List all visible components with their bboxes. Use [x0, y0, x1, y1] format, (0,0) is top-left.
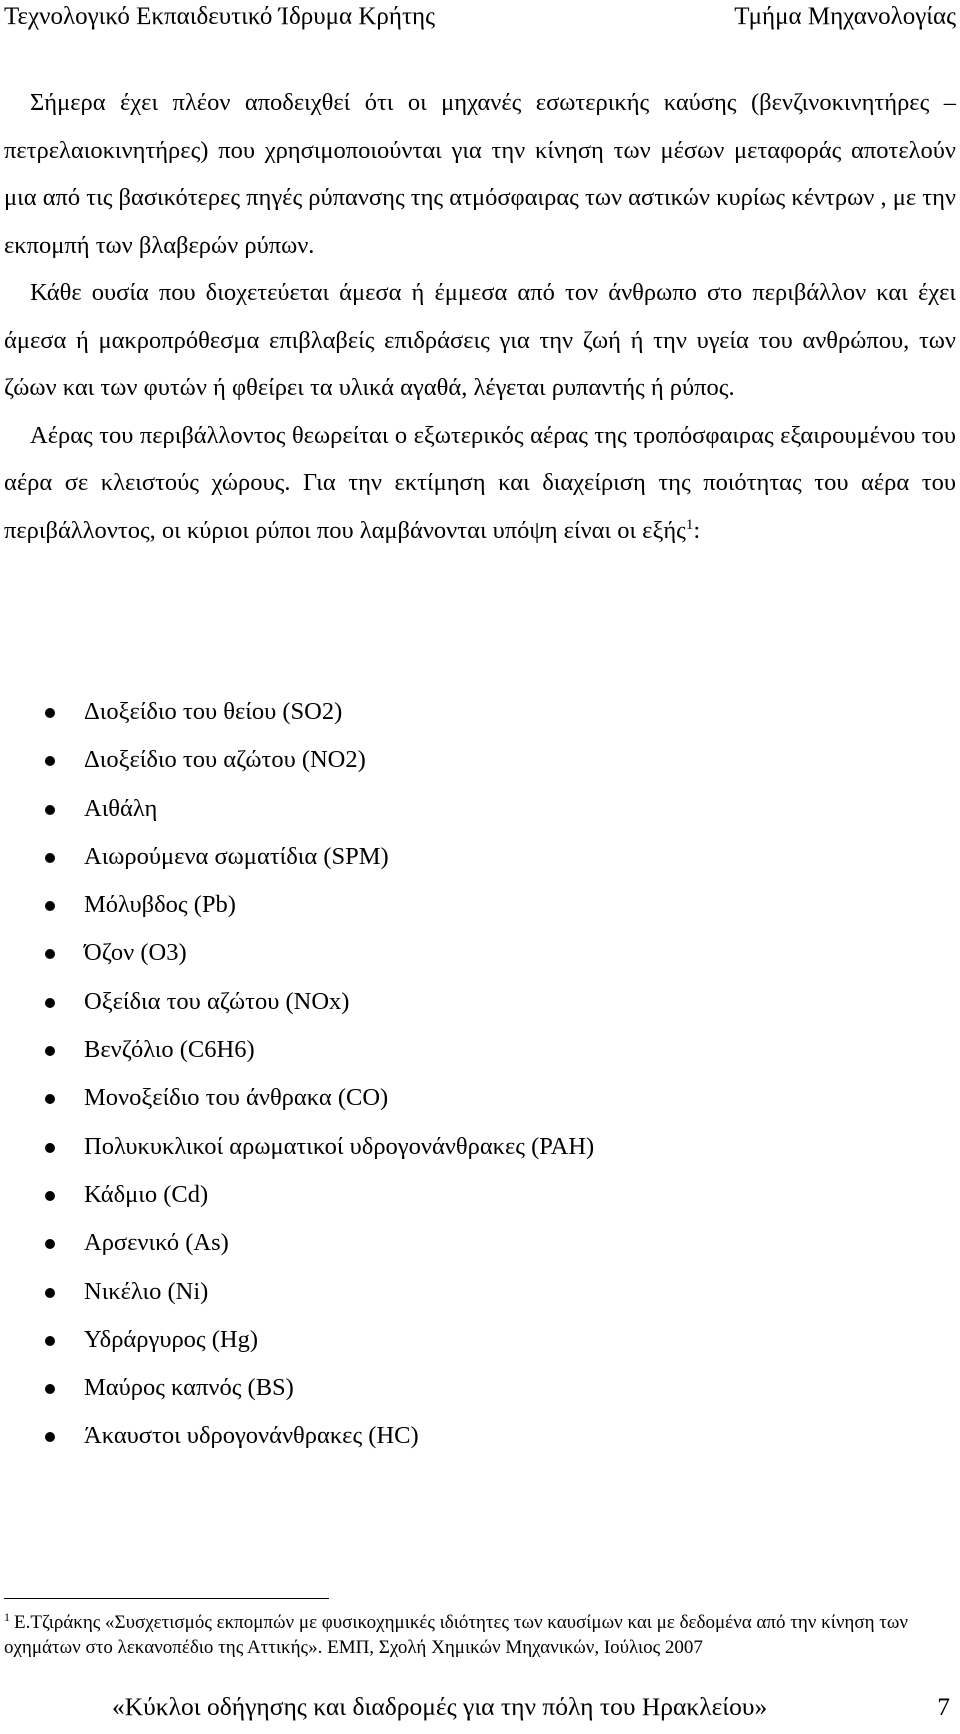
list-item [0, 1026, 960, 1074]
list-item-label: Αρσενικό (As) [84, 1229, 229, 1257]
bullet-icon [45, 756, 55, 766]
list-item [0, 929, 960, 977]
list-item-label: Κάδμιο (Cd) [84, 1180, 209, 1208]
bullet-icon [45, 1191, 55, 1201]
page-header [0, 0, 960, 36]
list-item-label: Αιθάλη [84, 794, 158, 822]
footnote-divider [4, 1598, 329, 1599]
list-item [0, 1316, 960, 1364]
bullet-icon [45, 1143, 55, 1153]
list-item [0, 881, 960, 929]
list-item [0, 1219, 960, 1267]
list-item-label: Άκαυστοι υδρογονάνθρακες (HC) [84, 1422, 419, 1450]
list-item-label: Διοξείδιο του αζώτου (NO2) [84, 746, 366, 774]
bullet-icon [45, 949, 55, 959]
bullet-icon [45, 1336, 55, 1346]
list-item [0, 1268, 960, 1316]
bullet-icon [45, 1239, 55, 1249]
ambient-air-colon: : [693, 516, 701, 544]
header-department: Τμήμα Μηχανολογίας [734, 3, 956, 30]
paragraph-pollutant-definition: Κάθε ουσία που διοχετεύεται άμεσα ή έμμεσα από τον άνθρωπο στο περιβάλλον και έχει άμεσα ή μακροπρόθεσμα επιβλαβείς επιδράσεις για την ζωή ή την υγεία του ανθρώπου, των ζώων και των φυτών ή φθείρει τα υλικά αγαθά, λέγεται ρυπαντής ή ρύπος. [4, 279, 956, 401]
list-item-label: Αιωρούμενα σωματίδια (SPM) [84, 842, 389, 870]
list-item [0, 1412, 960, 1460]
list-item-label: Μονοξείδιο του άνθρακα (CO) [84, 1084, 389, 1112]
footnote-text: Ε.Τζιράκης «Συσχετισμός εκπομπών με φυσικοχημικές ιδιότητες των καυσίμων και με δεδομένα από την κίνηση των οχημάτων στο λεκανοπέδιο της Αττικής». ΕΜΠ, Σχολή Χημικών Μηχανικών, Ιούλιος 2007 [4, 1612, 909, 1658]
list-item [0, 1123, 960, 1171]
footnote [4, 1611, 956, 1660]
list-item [0, 688, 960, 736]
list-item-label: Πολυκυκλικοί αρωματικοί υδρογονάνθρακες (PAH) [84, 1132, 595, 1160]
bullet-icon [45, 1094, 55, 1104]
bullet-icon [45, 1288, 55, 1298]
list-item-label: Νικέλιο (Ni) [84, 1277, 209, 1305]
list-item [0, 833, 960, 881]
list-item [0, 1364, 960, 1412]
list-item [0, 736, 960, 784]
list-item-label: Βενζόλιο (C6H6) [84, 1036, 255, 1064]
list-item-label: Υδράργυρος (Hg) [84, 1325, 259, 1353]
paragraph-ambient-air [4, 412, 956, 555]
list-item-label: Όζον (O3) [84, 939, 187, 967]
page-footer [0, 1689, 960, 1729]
bullet-icon [45, 1432, 55, 1442]
page-number: 7 [937, 1692, 950, 1721]
list-item-label: Μόλυβδος (Pb) [84, 891, 236, 919]
footnote-reference[interactable]: 1 [685, 516, 694, 533]
list-item [0, 785, 960, 833]
list-item [0, 1074, 960, 1122]
paragraph-engines: Σήμερα έχει πλέον αποδειχθεί ότι οι μηχανές εσωτερικής καύσης (βενζινοκινητήρες – πετρελαιοκινητήρες) που χρησιμοποιούνται για την κίνηση των μέσων μεταφοράς αποτελούν μια από τις βασικότερες πηγές ρύπανσης της ατμόσφαιρας των αστικών κυρίως κέντρων , με την εκπομπή των βλαβερών ρύπων. [4, 89, 956, 259]
bullet-icon [45, 1046, 55, 1056]
pollutant-list [0, 688, 960, 1461]
list-item-label: Μαύρος καπνός (BS) [84, 1374, 294, 1402]
body-text [4, 79, 956, 554]
bullet-icon [45, 998, 55, 1008]
bullet-icon [45, 805, 55, 815]
list-item-label: Οξείδια του αζώτου (NOx) [84, 987, 350, 1015]
list-item [0, 978, 960, 1026]
bullet-icon [45, 853, 55, 863]
list-item [0, 1171, 960, 1219]
bullet-icon [45, 901, 55, 911]
bullet-icon [45, 708, 55, 718]
bullet-icon [45, 1384, 55, 1394]
ambient-air-text: Αέρας του περιβάλλοντος θεωρείται ο εξωτερικός αέρας της τροπόσφαιρας εξαιρουμένου του αέρα σε κλειστούς χώρους. Για την εκτίμηση και διαχείριση της ποιότητας του αέρα του περιβάλλοντος, οι κύριοι ρύποι που λαμβάνονται υπόψη είναι οι εξής [4, 421, 956, 544]
header-institution: Τεχνολογικό Εκπαιδευτικό Ίδρυμα Κρήτης [4, 3, 435, 30]
footer-title: «Κύκλοι οδήγησης και διαδρομές για την πόλη του Ηρακλείου» [112, 1692, 768, 1721]
list-item-label: Διοξείδιο του θείου (SO2) [84, 698, 343, 725]
footnote-marker: 1 [4, 1609, 10, 1624]
